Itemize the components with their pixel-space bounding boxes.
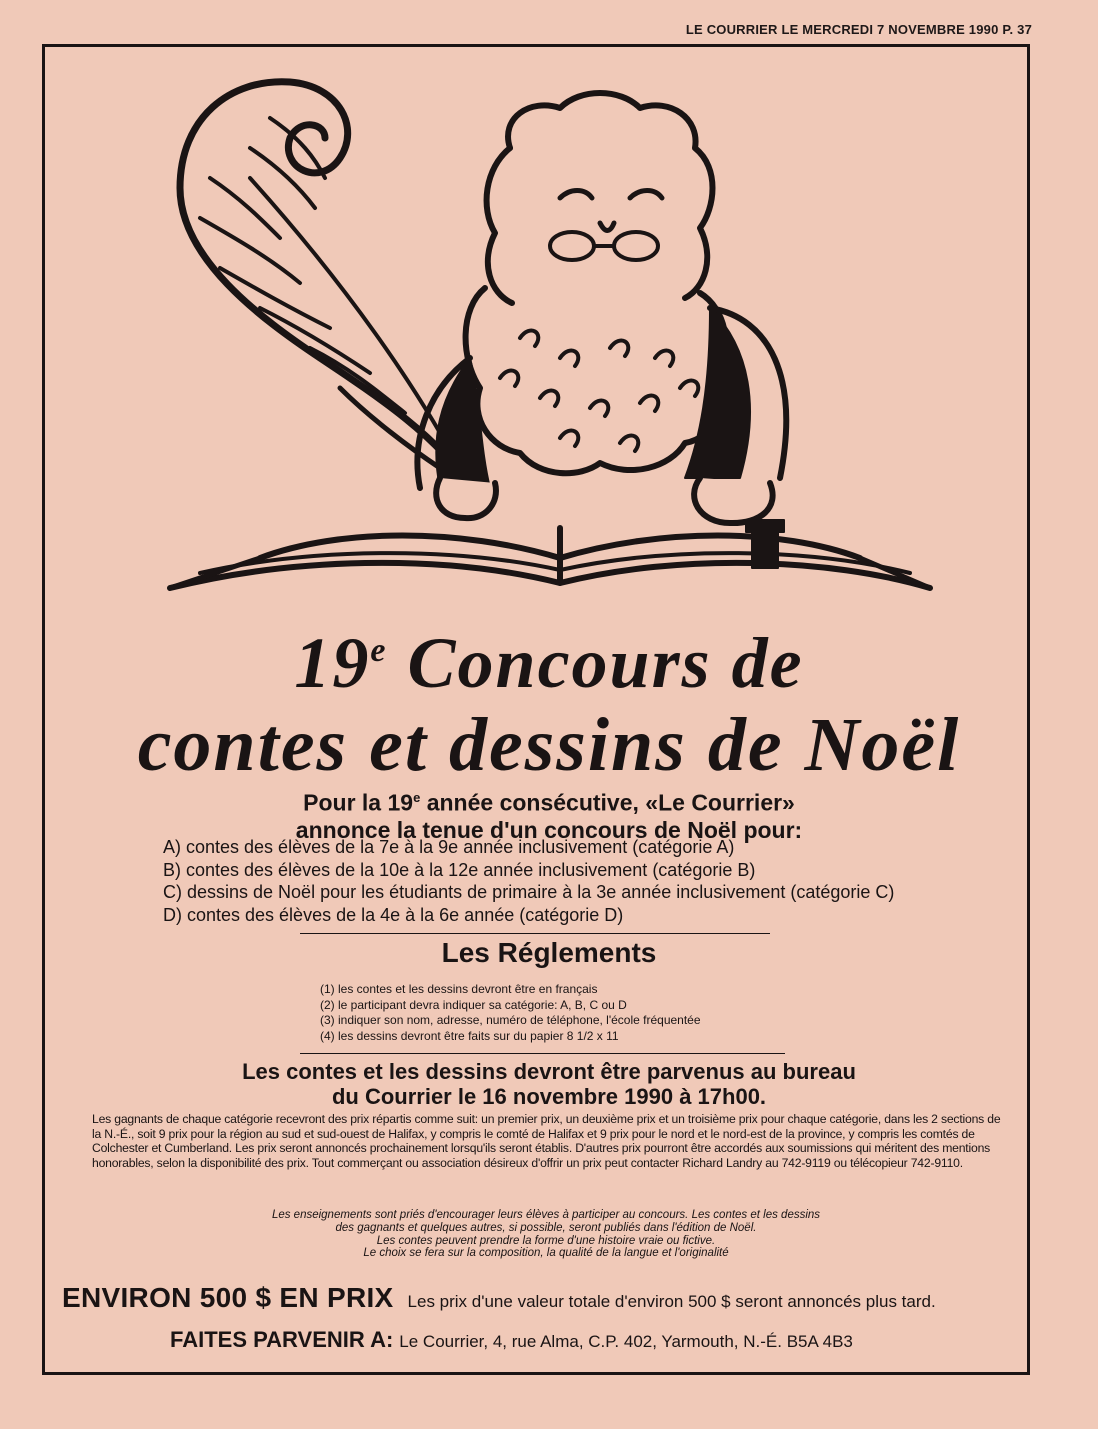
rule-item: (1) les contes et les dessins devront être en français [320, 982, 598, 996]
note-line: des gagnants et quelques autres, si possible, seront publiés dans l'édition de Noël. [335, 1221, 757, 1234]
send-to [170, 1327, 853, 1353]
divider [300, 1053, 785, 1054]
divider [300, 933, 770, 934]
santa-writing-illustration [140, 58, 940, 618]
category-item: A) contes des élèves de la 7e à la 9e année inclusivement (catégorie A) [163, 837, 735, 857]
category-item: C) dessins de Noël pour les étudiants de primaire à la 3e année inclusivement (catégorie C) [163, 882, 895, 902]
teacher-notes [0, 1209, 1098, 1260]
intro-line-2: annonce la tenue d'un concours de Noël pour: [295, 816, 803, 843]
santa-hands-icon [436, 478, 772, 523]
intro-text [0, 784, 1098, 844]
contest-number: 19 [294, 623, 371, 703]
intro-line-1 [0, 784, 1098, 817]
prize-headline: ENVIRON 500 $ EN PRIX [62, 1282, 394, 1313]
category-list [163, 836, 894, 926]
santa-head-icon [487, 93, 713, 303]
contest-title-line-2: contes et dessins de Noël [137, 703, 961, 787]
intro-line-1-start: Pour la 19 [303, 789, 414, 816]
deadline-notice [0, 1059, 1098, 1109]
rule-item: (3) indiquer son nom, adresse, numéro de téléphone, l'école fréquentée [320, 1013, 701, 1027]
rule-item: (2) le participant devra indiquer sa catégorie: A, B, C ou D [320, 997, 627, 1012]
santa-beard-icon [466, 288, 726, 473]
prize-banner [62, 1282, 936, 1314]
contest-title-line-1 [0, 622, 1098, 705]
deadline-line-1: Les contes et les dessins devront être parvenus au bureau [242, 1059, 856, 1084]
rules-heading: Les Réglements [441, 937, 657, 968]
inkwell-icon [746, 520, 784, 568]
prizes-paragraph: Les gagnants de chaque catégorie recevront des prix répartis comme suit: un premier prix, un deuxième prix et un troisième prix pour chaque catégorie, dans les 2 sections de la N.-É., soit 9 prix pour la région au sud et sud-ouest de Halifax, y compris le comté de Halifax et 9 prix pour le nord et le nord-est de la province, y compris les comtés de Colchester et Cumberland. Les prix seront annoncés prochainement lorsqu'ils seront établis. D'autres prix pourront être accordés aux soumissions qui méritent des mentions honorables, selon la disponibilité des prix. Tout commerçant ou association désireux d'offrir un prix peut contacter Richard Landry au 742-9119 ou télécopieur 742-9110. [92, 1112, 1001, 1170]
open-book-icon [170, 528, 930, 588]
contest-number-suffix: e [370, 632, 388, 669]
note-line: Les enseignements sont priés d'encourager leurs élèves à participer au concours. Les contes et les dessins [271, 1209, 821, 1221]
contest-title-rest: Concours de [387, 623, 804, 703]
category-item: D) contes des élèves de la 4e à la 6e année (catégorie D) [163, 904, 624, 925]
newspaper-masthead: LE COURRIER LE MERCREDI 7 NOVEMBRE 1990 P. 37 [685, 22, 1032, 37]
note-line: Le choix se fera sur la composition, la qualité de la langue et l'originalité [363, 1247, 729, 1260]
rules-list [320, 982, 701, 1044]
intro-line-1-end: année consécutive, «Le Courrier» [420, 789, 795, 816]
rule-item: (4) les dessins devront être faits sur du papier 8 1/2 x 11 [320, 1028, 619, 1043]
deadline-line-2: du Courrier le 16 novembre 1990 à 17h00. [331, 1084, 767, 1109]
category-item: B) contes des élèves de la 10e à la 12e année inclusivement (catégorie B) [163, 859, 756, 880]
send-to-address: Le Courrier, 4, rue Alma, C.P. 402, Yarmouth, N.-É. B5A 4B3 [399, 1332, 853, 1351]
send-to-label: FAITES PARVENIR A: [170, 1327, 394, 1352]
note-line: Les contes peuvent prendre la forme d'une histoire vraie ou fictive. [376, 1234, 716, 1247]
prize-description: Les prix d'une valeur totale d'environ 500 $ seront annoncés plus tard. [407, 1292, 936, 1311]
intro-line-1-sup: e [413, 790, 421, 805]
quill-feather-icon [180, 82, 470, 488]
